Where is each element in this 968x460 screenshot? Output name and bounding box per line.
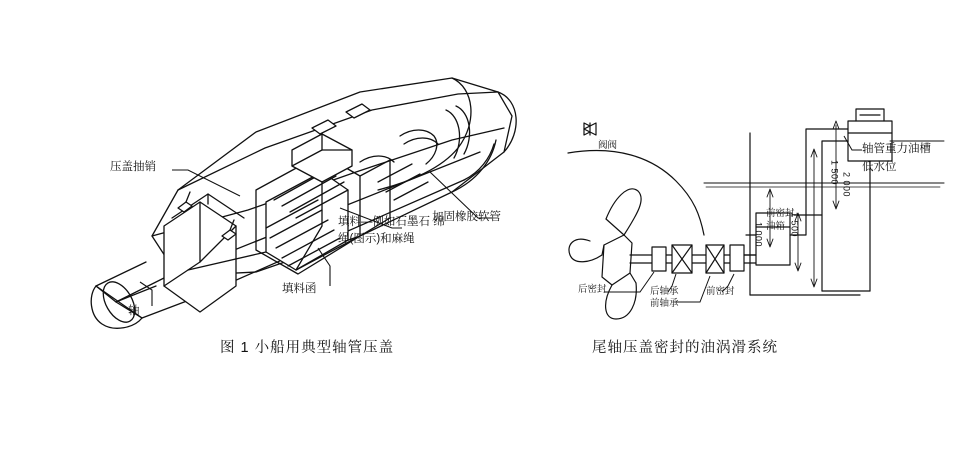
label-valve: 阀阀 xyxy=(598,140,618,151)
label-front-seal-oil-tank: 前密封 油箱 xyxy=(766,208,795,232)
label-fore-seal: 前密封 xyxy=(706,286,735,297)
label-aft-seal: 后密封 xyxy=(578,284,607,295)
stern-tube-gland-drawing xyxy=(60,40,540,370)
dimension-1500-b: 1 500 xyxy=(789,212,800,238)
label-packing-material: 填料—例如石墨石 绵 绳(图示)和麻绳 xyxy=(338,216,445,245)
label-stern-tube-gravity-oil-tank: 轴管重力油槽 xyxy=(862,143,931,155)
label-low-water-level: 低水位 xyxy=(862,161,897,173)
dimension-1500: 1 500 xyxy=(829,160,840,186)
caption-figure-1: 图 1 小船用典型轴管压盖 xyxy=(220,340,395,356)
dimension-1000: 1 000 xyxy=(753,222,764,248)
label-shaft: 轴 xyxy=(128,305,140,317)
label-gland-bolt: 压盖抽销 xyxy=(110,161,156,173)
figure-stern-tube-gland xyxy=(60,40,540,370)
label-fore-bearing: 前轴承 xyxy=(650,298,679,309)
label-reinforced-rubber-hose: 加固橡胶软管 xyxy=(432,211,501,223)
dimension-2000: 2 000 xyxy=(841,172,852,198)
label-stuffing-box: 填料函 xyxy=(282,283,317,295)
label-aft-bearing: 后轴承 xyxy=(650,286,679,297)
caption-figure-2: 尾轴压盖密封的油涡滑系统 xyxy=(592,340,778,356)
